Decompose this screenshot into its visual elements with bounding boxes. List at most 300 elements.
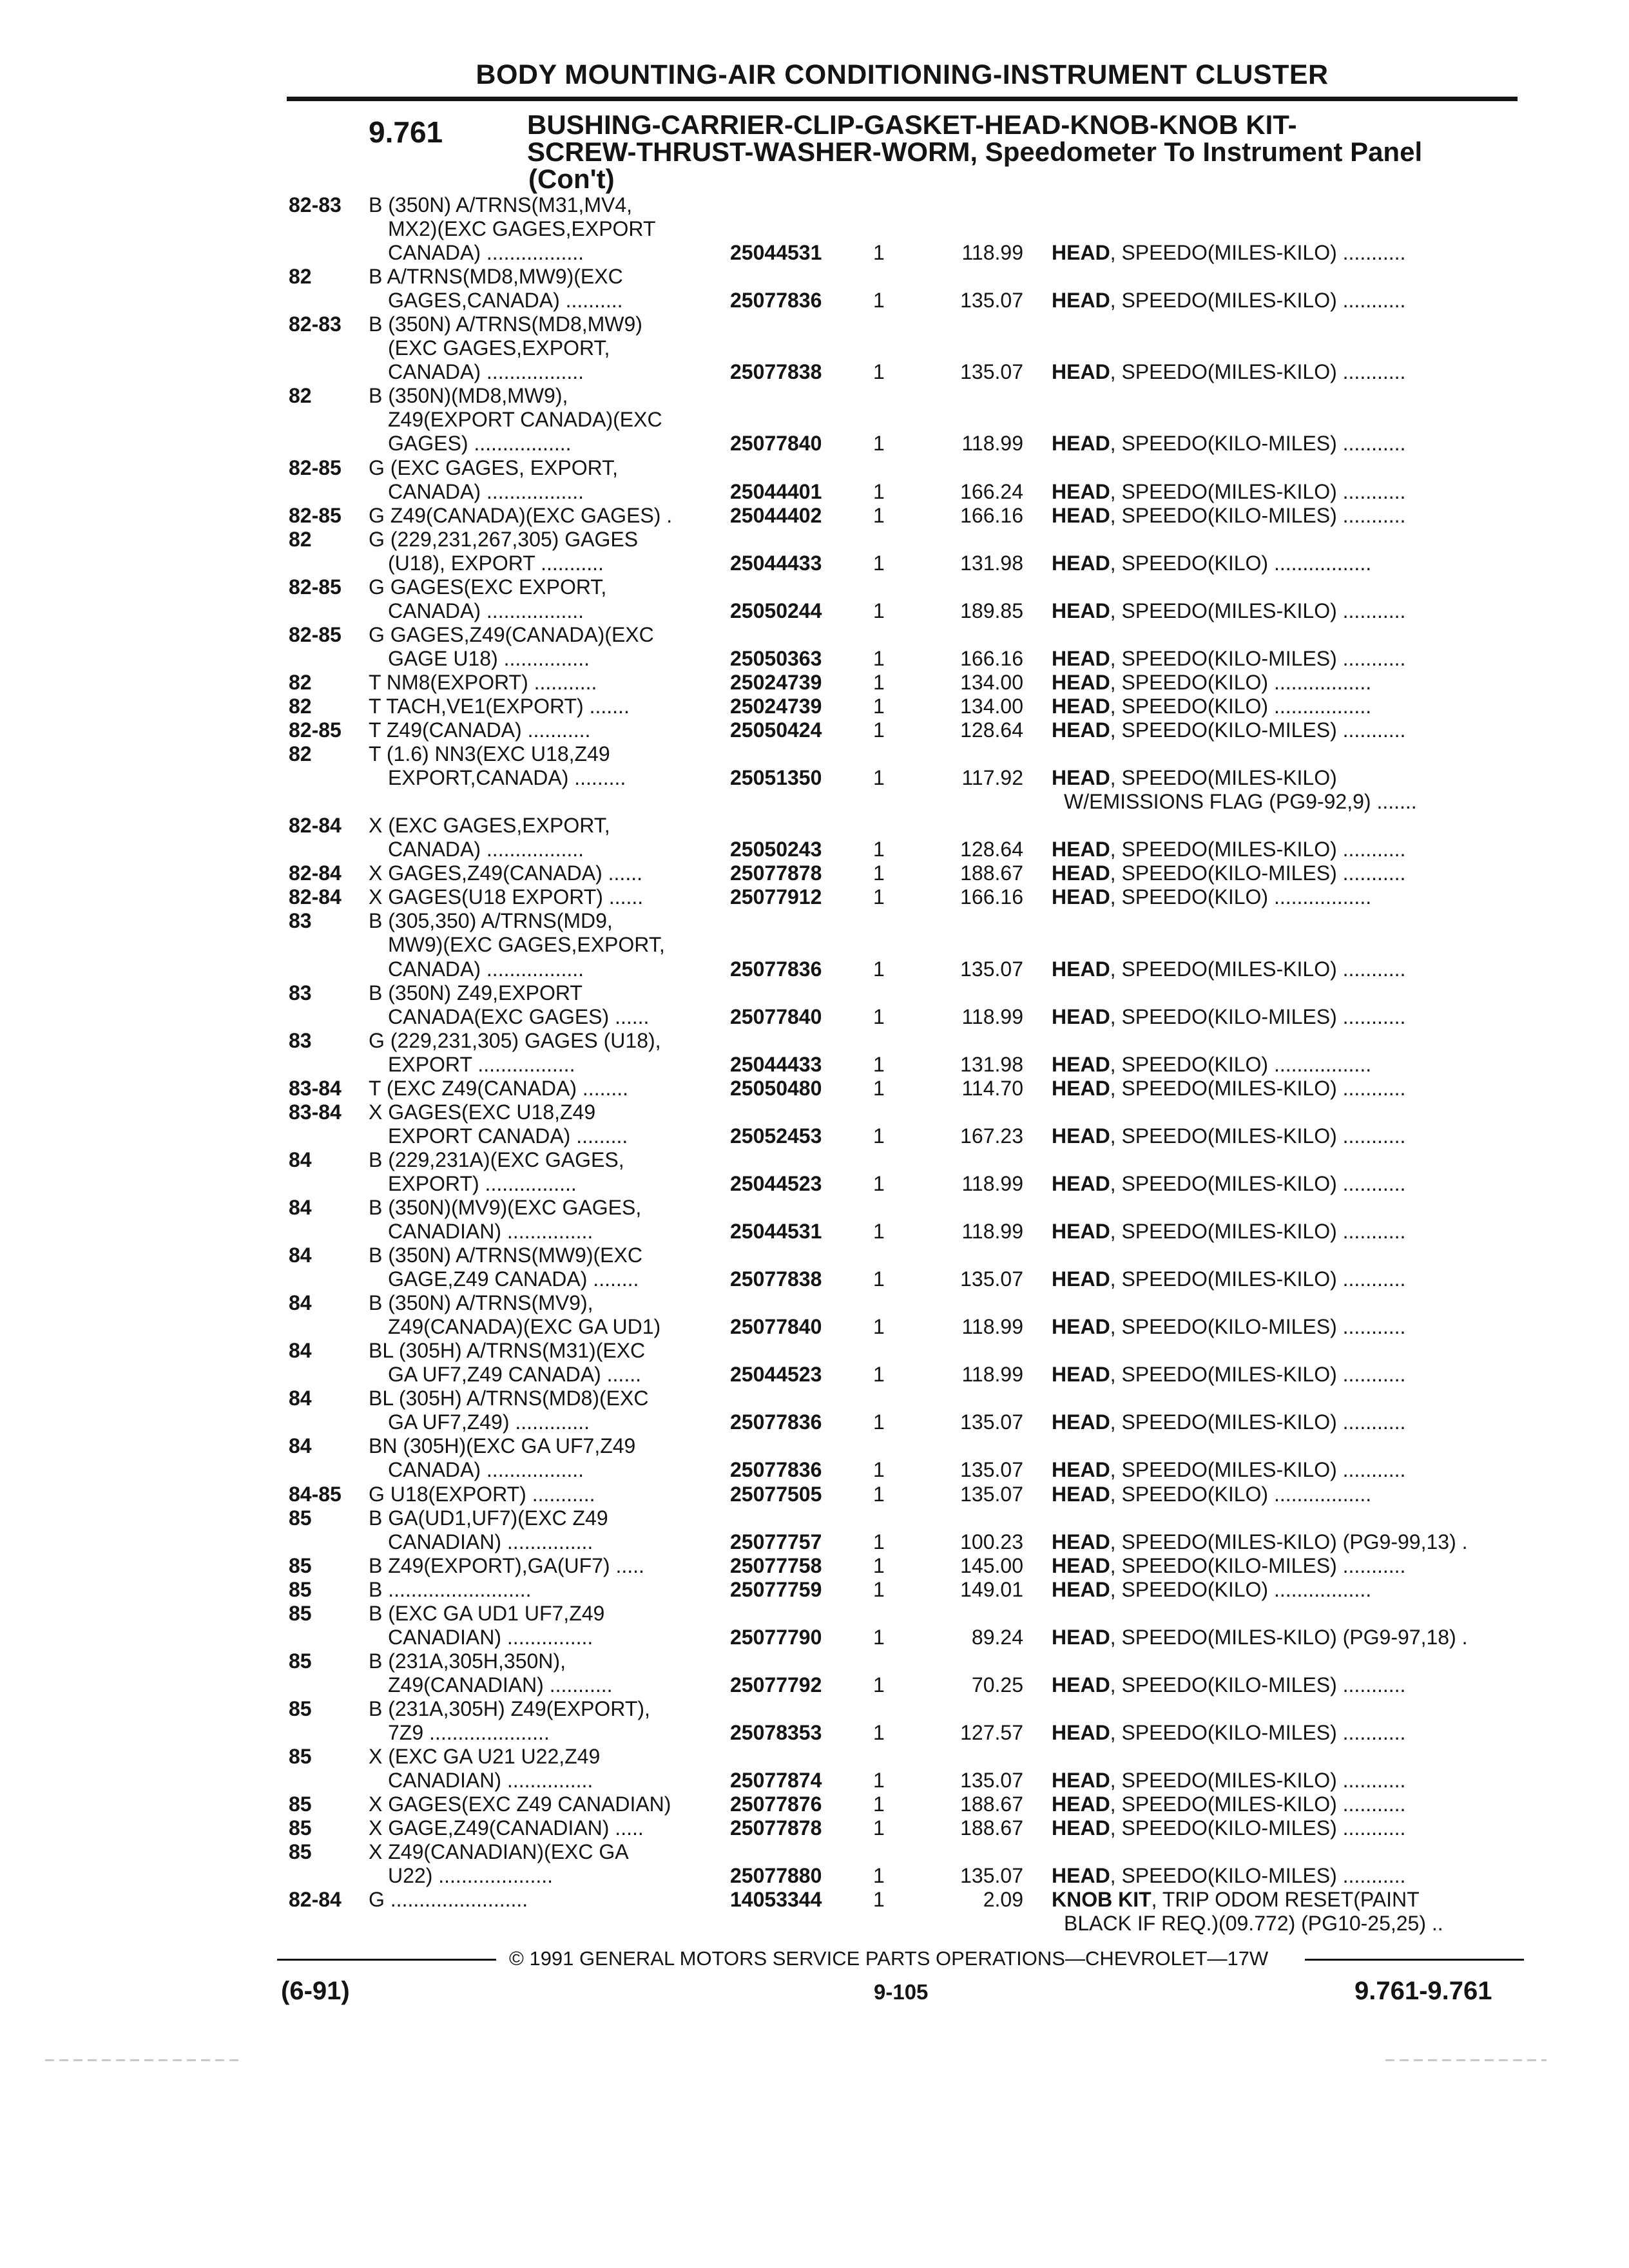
part-line	[0, 599, 1629, 623]
quantity: 1	[873, 957, 885, 981]
price: 114.70	[961, 1076, 1023, 1100]
price: 118.99	[961, 432, 1023, 456]
application-description: X GAGES(EXC U18,Z49	[369, 1100, 596, 1124]
application-description: BN (305H)(EXC GA UF7,Z49	[369, 1434, 636, 1458]
part-number: 25024739	[730, 694, 822, 718]
application-description: GA UF7,Z49) .............	[388, 1410, 590, 1434]
part-line	[0, 1077, 1629, 1100]
part-number: 25077912	[730, 885, 822, 909]
footer-date-code: (6-91)	[281, 1977, 350, 2005]
part-line	[0, 838, 1629, 861]
part-line	[0, 480, 1629, 504]
application-description: B .........................	[369, 1577, 532, 1601]
quantity: 1	[873, 1482, 885, 1506]
application-description: G U18(EXPORT) ...........	[369, 1482, 595, 1506]
model-years: 85	[289, 1506, 312, 1530]
application-description: CANADA) .................	[388, 479, 584, 503]
model-years: 84	[289, 1387, 312, 1410]
part-line	[0, 1697, 1629, 1721]
quantity: 1	[873, 1171, 885, 1195]
part-number: 25050363	[730, 646, 822, 670]
part-line	[0, 1769, 1629, 1792]
application-description: B Z49(EXPORT),GA(UF7) .....	[369, 1553, 644, 1577]
part-number: 25077838	[730, 1267, 822, 1291]
application-description: T TACH,VE1(EXPORT) .......	[369, 694, 630, 718]
model-years: 82-84	[289, 1888, 342, 1912]
part-line	[0, 1387, 1629, 1410]
price: 100.23	[960, 1530, 1023, 1553]
quantity: 1	[873, 1004, 885, 1028]
model-years: 85	[289, 1649, 312, 1673]
part-number: 25077758	[730, 1553, 822, 1577]
part-number: 25050243	[730, 838, 822, 861]
application-description: T (EXC Z49(CANADA) ........	[369, 1076, 629, 1100]
part-name: HEAD, SPEEDO(KILO-MILES) ...........	[1052, 432, 1406, 456]
application-description: X GAGES(U18 EXPORT) ......	[369, 885, 644, 909]
part-line	[0, 432, 1629, 456]
model-years: 85	[289, 1577, 312, 1601]
part-name: HEAD, SPEEDO(MILES-KILO) ...........	[1052, 838, 1406, 861]
price: 135.07	[960, 1482, 1023, 1506]
application-description: T (1.6) NN3(EXC U18,Z49	[369, 742, 610, 766]
quantity: 1	[873, 766, 885, 790]
part-line	[0, 1745, 1629, 1769]
application-description: 7Z9 .....................	[388, 1721, 550, 1744]
part-line	[0, 1626, 1629, 1649]
application-description: B (350N) A/TRNS(M31,MV4,	[369, 193, 632, 216]
part-line	[0, 1410, 1629, 1434]
page-header	[287, 54, 1518, 101]
part-line	[0, 1029, 1629, 1053]
part-number: 25052453	[730, 1124, 822, 1148]
application-description: B (229,231A)(EXC GAGES,	[369, 1148, 624, 1171]
part-line	[0, 1100, 1629, 1124]
part-line	[0, 1506, 1629, 1530]
part-line	[0, 1602, 1629, 1626]
quantity: 1	[873, 1124, 885, 1148]
part-line	[0, 1005, 1629, 1029]
part-name: HEAD, SPEEDO(MILES-KILO) ...........	[1052, 289, 1406, 312]
application-description: Z49(EXPORT CANADA)(EXC	[388, 408, 662, 432]
part-name: HEAD, SPEEDO(MILES-KILO) (PG9-99,13) .	[1052, 1530, 1468, 1553]
application-description: CANADA) .................	[388, 1458, 584, 1482]
part-name: HEAD, SPEEDO(KILO-MILES) ...........	[1052, 861, 1406, 885]
part-line	[0, 1864, 1629, 1888]
application-description: CANADA) .................	[388, 957, 584, 981]
part-number: 25044523	[730, 1171, 822, 1195]
part-name: HEAD, SPEEDO(KILO) .................	[1052, 1052, 1372, 1076]
model-years: 82-84	[289, 885, 342, 909]
price: 2.09	[983, 1888, 1023, 1912]
part-name: HEAD, SPEEDO(KILO) .................	[1052, 551, 1372, 575]
part-number: 25077876	[730, 1792, 822, 1816]
application-description: X GAGES,Z49(CANADA) ......	[369, 861, 642, 885]
model-years: 83-84	[289, 1076, 342, 1100]
model-years: 82-84	[289, 861, 342, 885]
section-title	[527, 111, 1532, 193]
part-name: HEAD, SPEEDO(KILO-MILES) ...........	[1052, 1864, 1406, 1888]
part-line	[0, 1196, 1629, 1220]
quantity: 1	[873, 1769, 885, 1792]
model-years: 82-85	[289, 718, 342, 742]
part-name: BLACK IF REQ.)(09.772) (PG10-25,25) ..	[1064, 1912, 1443, 1936]
application-description: X GAGES(EXC Z49 CANADIAN)	[369, 1792, 671, 1816]
quantity: 1	[873, 646, 885, 670]
model-years: 82-85	[289, 575, 342, 599]
part-line	[0, 1483, 1629, 1506]
footer-rule	[277, 1959, 496, 1961]
application-description: CANADA) .................	[388, 241, 584, 265]
quantity: 1	[873, 1076, 885, 1100]
part-line	[0, 671, 1629, 695]
price: 188.67	[960, 1792, 1023, 1816]
part-line	[0, 360, 1629, 384]
model-years: 82-85	[289, 456, 342, 479]
application-description: U22) ....................	[388, 1864, 554, 1888]
part-name: HEAD, SPEEDO(MILES-KILO) ...........	[1052, 479, 1406, 503]
part-line	[0, 933, 1629, 957]
quantity: 1	[873, 432, 885, 456]
price: 128.64	[960, 718, 1023, 742]
model-years: 84	[289, 1434, 312, 1458]
part-name: HEAD, SPEEDO(KILO) .................	[1052, 670, 1372, 694]
quantity: 1	[873, 360, 885, 384]
part-line	[0, 1315, 1629, 1339]
part-line	[0, 312, 1629, 336]
model-years: 84-85	[289, 1482, 342, 1506]
application-description: CANADIAN) ...............	[388, 1625, 593, 1649]
application-description: Z49(CANADA)(EXC GA UD1)	[388, 1315, 661, 1339]
page-title: BODY MOUNTING-AIR CONDITIONING-INSTRUMENT CLUSTER	[476, 59, 1329, 90]
price: 89.24	[971, 1625, 1023, 1649]
application-description: B (305,350) A/TRNS(MD9,	[369, 909, 613, 933]
part-number: 14053344	[730, 1888, 822, 1912]
quantity: 1	[873, 838, 885, 861]
part-line	[0, 1053, 1629, 1077]
part-line	[0, 790, 1629, 814]
part-line	[0, 1649, 1629, 1673]
part-name: HEAD, SPEEDO(KILO-MILES) ...........	[1052, 1673, 1406, 1696]
quantity: 1	[873, 479, 885, 503]
model-years: 85	[289, 1553, 312, 1577]
part-line	[0, 766, 1629, 790]
quantity: 1	[873, 1410, 885, 1434]
part-number: 25044523	[730, 1363, 822, 1387]
quantity: 1	[873, 861, 885, 885]
application-description: B (350N) A/TRNS(MV9),	[369, 1291, 593, 1315]
part-name: HEAD, SPEEDO(MILES-KILO)	[1052, 766, 1337, 790]
part-number: 25077792	[730, 1673, 822, 1696]
quantity: 1	[873, 241, 885, 265]
part-line	[0, 408, 1629, 432]
application-description: B A/TRNS(MD8,MW9)(EXC	[369, 265, 623, 289]
application-description: GA UF7,Z49 CANADA) ......	[388, 1363, 641, 1387]
part-line	[0, 695, 1629, 718]
quantity: 1	[873, 694, 885, 718]
part-name: HEAD, SPEEDO(KILO-MILES) ...........	[1052, 1816, 1406, 1840]
model-years: 82	[289, 527, 312, 551]
application-description: X Z49(CANADIAN)(EXC GA	[369, 1840, 629, 1864]
part-number: 25044531	[730, 1220, 822, 1244]
application-description: G (229,231,267,305) GAGES	[369, 527, 639, 551]
quantity: 1	[873, 1816, 885, 1840]
part-line	[0, 504, 1629, 528]
price: 118.99	[961, 1171, 1023, 1195]
application-description: B (350N)(MV9)(EXC GAGES,	[369, 1195, 642, 1219]
part-number: 25050480	[730, 1076, 822, 1100]
part-line	[0, 742, 1629, 766]
part-number: 25050244	[730, 599, 822, 622]
quantity: 1	[873, 1458, 885, 1482]
part-line	[0, 885, 1629, 909]
model-years: 82-83	[289, 312, 342, 336]
part-number: 25044433	[730, 1052, 822, 1076]
part-line	[0, 1267, 1629, 1291]
part-name: HEAD, SPEEDO(MILES-KILO) ...........	[1052, 1220, 1406, 1244]
application-description: G GAGES(EXC EXPORT,	[369, 575, 607, 599]
part-name: HEAD, SPEEDO(MILES-KILO) ...........	[1052, 241, 1406, 265]
application-description: CANADA) .................	[388, 599, 584, 622]
model-years: 84	[289, 1339, 312, 1363]
price: 131.98	[960, 1052, 1023, 1076]
application-description: MW9)(EXC GAGES,EXPORT,	[388, 933, 665, 957]
price: 118.99	[961, 1004, 1023, 1028]
application-description: (U18), EXPORT ...........	[388, 551, 604, 575]
application-description: B (350N) A/TRNS(MD8,MW9)	[369, 312, 642, 336]
price: 70.25	[971, 1673, 1023, 1696]
price: 135.07	[960, 1267, 1023, 1291]
copyright-line: © 1991 GENERAL MOTORS SERVICE PARTS OPERATIONS—CHEVROLET—17W	[509, 1947, 1269, 1970]
quantity: 1	[873, 670, 885, 694]
application-description: Z49(CANADIAN) ...........	[388, 1673, 613, 1696]
section-title-line: SCREW-THRUST-WASHER-WORM, Speedometer To Instrument Panel	[527, 137, 1423, 167]
quantity: 1	[873, 1052, 885, 1076]
application-description: T NM8(EXPORT) ...........	[369, 670, 597, 694]
part-number: 25050424	[730, 718, 822, 742]
model-years: 84	[289, 1244, 312, 1267]
price: 118.99	[961, 1220, 1023, 1244]
part-name: HEAD, SPEEDO(MILES-KILO) ...........	[1052, 1410, 1406, 1434]
application-description: GAGES) .................	[388, 432, 572, 456]
part-number: 25077836	[730, 1458, 822, 1482]
part-name: HEAD, SPEEDO(MILES-KILO) ...........	[1052, 360, 1406, 384]
part-number: 25077840	[730, 1315, 822, 1339]
part-line	[0, 1339, 1629, 1363]
application-description: (EXC GAGES,EXPORT,	[388, 336, 610, 360]
application-description: EXPORT) ................	[388, 1171, 577, 1195]
price: 166.16	[960, 885, 1023, 909]
part-name: HEAD, SPEEDO(MILES-KILO) ...........	[1052, 1267, 1406, 1291]
model-years: 83	[289, 909, 312, 933]
price: 135.07	[960, 360, 1023, 384]
price: 135.07	[960, 957, 1023, 981]
part-name: W/EMISSIONS FLAG (PG9-92,9) .......	[1064, 790, 1417, 814]
price: 188.67	[960, 1816, 1023, 1840]
part-line	[0, 384, 1629, 408]
part-line	[0, 718, 1629, 742]
section-number: 9.761	[369, 115, 443, 149]
application-description: CANADA) .................	[388, 360, 584, 384]
part-name: HEAD, SPEEDO(MILES-KILO) ...........	[1052, 1792, 1406, 1816]
part-line	[0, 241, 1629, 265]
part-line	[0, 265, 1629, 289]
model-years: 82-84	[289, 814, 342, 838]
part-number: 25077836	[730, 289, 822, 312]
application-description: B (231A,305H,350N),	[369, 1649, 566, 1673]
application-description: EXPORT,CANADA) .........	[388, 766, 626, 790]
part-line	[0, 552, 1629, 575]
part-number: 25024739	[730, 670, 822, 694]
model-years: 82	[289, 384, 312, 408]
price: 189.85	[960, 599, 1023, 622]
quantity: 1	[873, 1673, 885, 1696]
part-line	[0, 861, 1629, 885]
application-description: CANADIAN) ...............	[388, 1530, 593, 1553]
part-number: 25077838	[730, 360, 822, 384]
application-description: CANADA(EXC GAGES) ......	[388, 1004, 650, 1028]
application-description: G GAGES,Z49(CANADA)(EXC	[369, 622, 654, 646]
page-number: 9-105	[874, 1980, 929, 2004]
part-number: 25077790	[730, 1625, 822, 1649]
application-description: CANADIAN) ...............	[388, 1769, 593, 1792]
quantity: 1	[873, 1315, 885, 1339]
part-number: 25044433	[730, 551, 822, 575]
part-line	[0, 909, 1629, 933]
part-line	[0, 217, 1629, 241]
application-description: GAGE U18) ...............	[388, 646, 590, 670]
price: 131.98	[960, 551, 1023, 575]
part-line	[0, 1148, 1629, 1172]
model-years: 83	[289, 1028, 312, 1052]
model-years: 82	[289, 670, 312, 694]
section-title-line: BUSHING-CARRIER-CLIP-GASKET-HEAD-KNOB-KNOB KIT-	[527, 110, 1297, 140]
price: 135.07	[960, 1769, 1023, 1792]
part-line	[0, 1363, 1629, 1387]
price: 135.07	[960, 289, 1023, 312]
quantity: 1	[873, 885, 885, 909]
part-line	[0, 981, 1629, 1005]
part-name: HEAD, SPEEDO(MILES-KILO) ...........	[1052, 1458, 1406, 1482]
part-name: HEAD, SPEEDO(MILES-KILO) ...........	[1052, 1363, 1406, 1387]
part-number: 25044401	[730, 479, 822, 503]
model-years: 82	[289, 265, 312, 289]
price: 117.92	[961, 766, 1023, 790]
part-line	[0, 1291, 1629, 1315]
application-description: B (350N) A/TRNS(MW9)(EXC	[369, 1244, 642, 1267]
part-name: HEAD, SPEEDO(KILO-MILES) ...........	[1052, 503, 1406, 527]
quantity: 1	[873, 503, 885, 527]
part-name: HEAD, SPEEDO(KILO-MILES) ...........	[1052, 1721, 1406, 1744]
part-line	[0, 528, 1629, 552]
price: 127.57	[960, 1721, 1023, 1744]
section-title-line: (Con't)	[528, 164, 615, 194]
quantity: 1	[873, 1721, 885, 1744]
quantity: 1	[873, 1625, 885, 1649]
footer-rule	[1305, 1959, 1524, 1961]
part-name: HEAD, SPEEDO(MILES-KILO) ...........	[1052, 1769, 1406, 1792]
model-years: 84	[289, 1291, 312, 1315]
quantity: 1	[873, 1577, 885, 1601]
part-name: HEAD, SPEEDO(KILO) .................	[1052, 694, 1372, 718]
part-number: 25077757	[730, 1530, 822, 1553]
part-name: HEAD, SPEEDO(KILO) .................	[1052, 1577, 1372, 1601]
part-name: HEAD, SPEEDO(MILES-KILO) (PG9-97,18) .	[1052, 1625, 1468, 1649]
part-name: HEAD, SPEEDO(KILO-MILES) ...........	[1052, 718, 1406, 742]
model-years: 82	[289, 694, 312, 718]
application-description: MX2)(EXC GAGES,EXPORT	[388, 217, 656, 241]
part-line	[0, 623, 1629, 647]
part-line	[0, 1912, 1629, 1936]
application-description: EXPORT .................	[388, 1052, 575, 1076]
model-years: 82-83	[289, 193, 342, 216]
quantity: 1	[873, 1553, 885, 1577]
price: 145.00	[960, 1553, 1023, 1577]
application-description: B (231A,305H) Z49(EXPORT),	[369, 1696, 650, 1720]
application-description: X (EXC GA U21 U22,Z49	[369, 1745, 601, 1769]
part-number: 25077878	[730, 1816, 822, 1840]
part-name: HEAD, SPEEDO(KILO) .................	[1052, 1482, 1372, 1506]
price: 118.99	[961, 1315, 1023, 1339]
application-description: X (EXC GAGES,EXPORT,	[369, 814, 610, 838]
scan-artifact	[1385, 2059, 1547, 2061]
part-line	[0, 193, 1629, 217]
application-description: EXPORT CANADA) .........	[388, 1124, 628, 1148]
application-description: CANADIAN) ...............	[388, 1220, 593, 1244]
price: 188.67	[960, 861, 1023, 885]
part-number: 25077836	[730, 1410, 822, 1434]
part-line	[0, 1816, 1629, 1840]
part-number: 25077840	[730, 432, 822, 456]
model-years: 82	[289, 742, 312, 766]
application-description: GAGE,Z49 CANADA) ........	[388, 1267, 639, 1291]
part-name: HEAD, SPEEDO(MILES-KILO) ...........	[1052, 957, 1406, 981]
part-line	[0, 1554, 1629, 1578]
part-line	[0, 575, 1629, 599]
quantity: 1	[873, 1220, 885, 1244]
part-name: HEAD, SPEEDO(MILES-KILO) ...........	[1052, 1076, 1406, 1100]
part-line	[0, 1530, 1629, 1554]
part-name: KNOB KIT, TRIP ODOM RESET(PAINT	[1052, 1888, 1420, 1912]
price: 166.24	[960, 479, 1023, 503]
price: 134.00	[960, 670, 1023, 694]
model-years: 84	[289, 1195, 312, 1219]
part-line	[0, 1244, 1629, 1267]
application-description: T Z49(CANADA) ...........	[369, 718, 591, 742]
application-description: G Z49(CANADA)(EXC GAGES) .	[369, 503, 673, 527]
quantity: 1	[873, 718, 885, 742]
part-line	[0, 1124, 1629, 1148]
application-description: CANADA) .................	[388, 838, 584, 861]
part-number: 25044402	[730, 503, 822, 527]
application-description: G ........................	[369, 1888, 528, 1912]
part-line	[0, 1840, 1629, 1864]
application-description: G (229,231,305) GAGES (U18),	[369, 1028, 661, 1052]
price: 166.16	[960, 646, 1023, 670]
part-name: HEAD, SPEEDO(MILES-KILO) ...........	[1052, 1124, 1406, 1148]
model-years: 85	[289, 1792, 312, 1816]
part-line	[0, 1888, 1629, 1912]
quantity: 1	[873, 551, 885, 575]
part-name: HEAD, SPEEDO(MILES-KILO) ...........	[1052, 599, 1406, 622]
model-years: 82-85	[289, 622, 342, 646]
part-line	[0, 1458, 1629, 1482]
part-line	[0, 1220, 1629, 1244]
quantity: 1	[873, 1267, 885, 1291]
application-description: BL (305H) A/TRNS(MD8)(EXC	[369, 1387, 649, 1410]
model-years: 83-84	[289, 1100, 342, 1124]
quantity: 1	[873, 1864, 885, 1888]
model-years: 82-85	[289, 503, 342, 527]
